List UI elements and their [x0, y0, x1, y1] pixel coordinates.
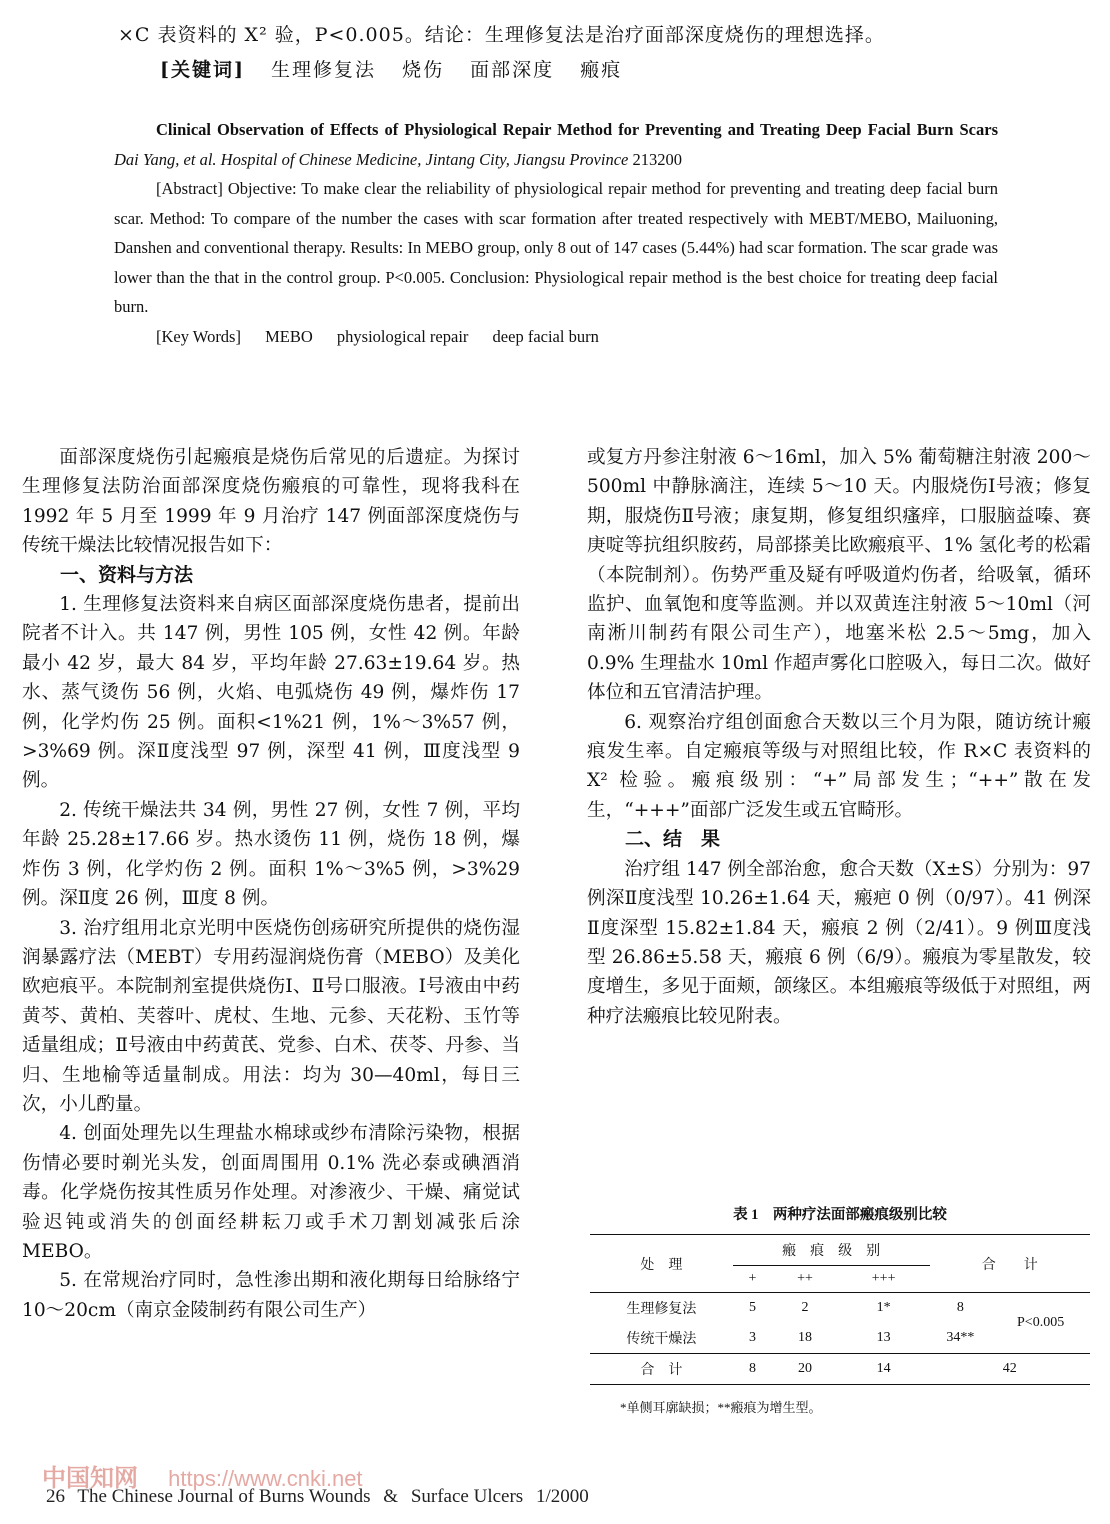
cell: 13: [876, 1330, 891, 1345]
journal-name: The Chinese Journal of Burns Wounds: [77, 1486, 371, 1507]
row-name: 生理修复法: [626, 1302, 697, 1317]
page-number: 26: [46, 1486, 65, 1507]
cell: 1*: [876, 1300, 891, 1315]
english-keywords-label: [Key Words]: [156, 326, 241, 346]
section-heading-results: 二、结 果: [625, 828, 721, 851]
section-heading-methods: 一、资料与方法: [60, 563, 194, 586]
cell: 8: [956, 1300, 964, 1315]
header-treatment: 处 理: [640, 1257, 683, 1273]
cell: 3: [748, 1330, 756, 1345]
english-keywords: [114, 322, 998, 352]
cell: 20: [797, 1361, 812, 1376]
cell: 14: [876, 1361, 891, 1376]
english-abstract-block: [114, 115, 998, 351]
header-grade-3: +++: [871, 1271, 896, 1286]
watermark-url: https://www.cnki.net: [168, 1466, 363, 1491]
journal-name-2: Surface Ulcers: [410, 1486, 524, 1507]
watermark-cn: 中国知网: [42, 1465, 138, 1492]
data-table: [590, 1234, 1090, 1385]
paragraph-5-continued: 或复方丹参注射液 6～16ml，加入 5% 葡萄糖注射液 200～500ml 中静脉滴注，连续 5～10 天。内服烧伤Ⅰ号液；修复期，服烧伤Ⅱ号液；康复期，修复组织瘙痒，口服脑益嗪、赛庚啶等抗组织胺药，局部搽美比欧瘢痕平、1% 氢化考的松霜（本院制剂）。伤势严重及疑有呼吸道灼伤者，给吸氧，循环监护、血氧饱和度等监测。并以双黄连注射液 5～10ml（河南淅川制药有限公司生产），地塞米松 2.5～5mg，加入 0.9% 生理盐水 10ml 作超声雾化口腔吸入，每日二次。做好体位和五官清洁护理。: [587, 447, 1091, 704]
header-grade: 瘢 痕 级 别: [733, 1235, 930, 1266]
english-title: [114, 115, 998, 174]
table-row: [590, 1293, 1090, 1324]
keyword-cn: 瘢痕: [580, 59, 623, 81]
keywords-cn: [160, 55, 622, 82]
table-note: *单侧耳廓缺损；**瘢痕为增生型。: [620, 1400, 822, 1415]
journal-issue: 1/2000: [535, 1486, 589, 1507]
english-keyword: MEBO: [265, 326, 313, 346]
p-value: P<0.005: [1017, 1315, 1065, 1330]
paragraph-4: 4. 创面处理先以生理盐水棉球或纱布清除污染物，根据伤情必要时剃光头发，创面周围用 0.1% 洗必泰或碘酒消毒。化学烧伤按其性质另作处理。对渗液少、干燥、痛觉试验迟钝或消失的创面经耕耘刀或手术刀割划减张后涂 MEBO。: [22, 1123, 520, 1262]
results-paragraph: 治疗组 147 例全部治愈，愈合天数（X±S）分别为：97 例深Ⅱ度浅型 10.26±1.64 天，瘢疤 0 例（0/97）。41 例深Ⅱ度深型 15.82±1.84 天，瘢痕 2 例（2/41）。9 例Ⅲ度浅型 26.86±5.58 天，瘢痕 6 例（6/9）。瘢痕为零星散发，较度增生，多见于面颊，颌缘区。本组瘢痕等级低于对照组，两种疗法瘢痕比较见附表。: [587, 858, 1091, 1027]
keyword-cn: 面部深度: [470, 59, 555, 81]
paragraph-1: 1. 生理修复法资料来自病区面部深度烧伤患者，提前出院者不计入。共 147 例，男性 105 例，女性 42 例。年龄最小 42 岁，最大 84 岁，平均年龄 27.63±19.64 岁。热水、蒸气烫伤 56 例，火焰、电弧烧伤 49 例，爆炸伤 17 例，化学灼伤 25 例。面积<1%21 例，1%～3%57 例，>3%69 例。深Ⅱ度浅型 97 例，深型 41 例，Ⅲ度浅型 9 例。: [22, 594, 520, 792]
paragraph-6: 6. 观察治疗组创面愈合天数以三个月为限，随访统计瘢痕发生率。自定瘢痕等级与对照组比较，作 R×C 表资料的 X² 检验。瘢痕级别：“+”局部发生；“++”散在发生，“+++”面部广泛发生或五官畸形。: [587, 711, 1091, 821]
header-grade-2: ++: [797, 1271, 813, 1286]
keywords-cn-label: [关键词]: [160, 59, 245, 81]
paragraph-2: 2. 传统干燥法共 34 例，男性 27 例，女性 7 例，平均年龄 25.28±17.66 岁。热水烫伤 11 例，烧伤 18 例，爆炸伤 3 例，化学灼伤 2 例。面积 1%～3%5 例，>3%29 例。深Ⅱ度 26 例，Ⅲ度 8 例。: [22, 799, 520, 910]
english-title-text: Clinical Observation of Effects of Physiological Repair Method for Preventing and Treating Deep Facial Burn Scars: [156, 120, 998, 139]
keyword-cn: 烧伤: [402, 59, 445, 81]
row-name: 传统干燥法: [626, 1332, 697, 1347]
paragraph-3: 3. 治疗组用北京光明中医烧伤创疡研究所提供的烧伤湿润暴露疗法（MEBT）专用药湿润烧伤膏（MEBO）及美化欧疤痕平。本院制剂室提供烧伤Ⅰ、Ⅱ号口服液。Ⅰ号液由中药黄芩、黄柏、芙蓉叶、虎杖、生地、元参、天花粉、玉竹等适量组成；Ⅱ号液由中药黄芪、党参、白术、茯苓、丹参、当归、生地榆等适量制成。用法：均为 30—40ml，每日三次，小儿酌量。: [22, 917, 520, 1115]
intro-paragraph: 面部深度烧伤引起瘢痕是烧伤后常见的后遗症。为探讨生理修复法防治面部深度烧伤瘢痕的可靠性，现将我科在 1992 年 5 月至 1999 年 9 月治疗 147 例面部深度烧伤与传统干燥法比较情况报告如下：: [22, 447, 520, 557]
english-keyword: deep facial burn: [492, 326, 599, 346]
cell: 5: [748, 1300, 756, 1315]
cell: 42: [1002, 1361, 1017, 1376]
english-zip: 213200: [632, 149, 682, 169]
cell: 8: [748, 1361, 756, 1376]
table-row-total: [590, 1354, 1090, 1385]
left-column: [22, 443, 520, 1325]
header-total: 合 计: [981, 1257, 1038, 1273]
row-name: 合 计: [640, 1363, 683, 1378]
page-footer: [46, 1486, 597, 1508]
english-authors: Dai Yang, et al. Hospital of Chinese Medicine, Jintang City, Jiangsu Province: [114, 149, 629, 169]
journal-amp: &: [383, 1486, 399, 1507]
table-1: [590, 1203, 1090, 1416]
english-abstract: [Abstract] Objective: To make clear the reliability of physiological repair method for preventing and treating deep facial burn scar. Method: To compare of the number the cases with scar formation after treated respectively with MEBT/MEBO, Mailuoning, Danshen and conventional therapy. Results: In MEBO group, only 8 out of 147 cases (5.44%) had scar formation. The scar grade was lower than the that in the control group. P<0.005. Conclusion: Physiological repair method is the best choice for treating deep facial burn.: [114, 179, 998, 316]
right-column: [587, 443, 1091, 1031]
cell: 18: [797, 1330, 812, 1345]
paragraph-5: 5. 在常规治疗同时，急性渗出期和液化期每日给脉络宁 10～20cm（南京金陵制药有限公司生产）: [22, 1270, 520, 1321]
english-keyword: physiological repair: [336, 326, 469, 346]
table-title: 表 1 两种疗法面部瘢痕级别比较: [733, 1207, 947, 1223]
keyword-cn: 生理修复法: [271, 59, 377, 81]
cell: 2: [801, 1300, 809, 1315]
abstract-cn-tail: ×C 表资料的 X² 验，P<0.005。结论：生理修复法是治疗面部深度烧伤的理想选择。: [118, 24, 885, 46]
header-grade-1: +: [748, 1271, 757, 1286]
cell: 34**: [946, 1330, 975, 1345]
